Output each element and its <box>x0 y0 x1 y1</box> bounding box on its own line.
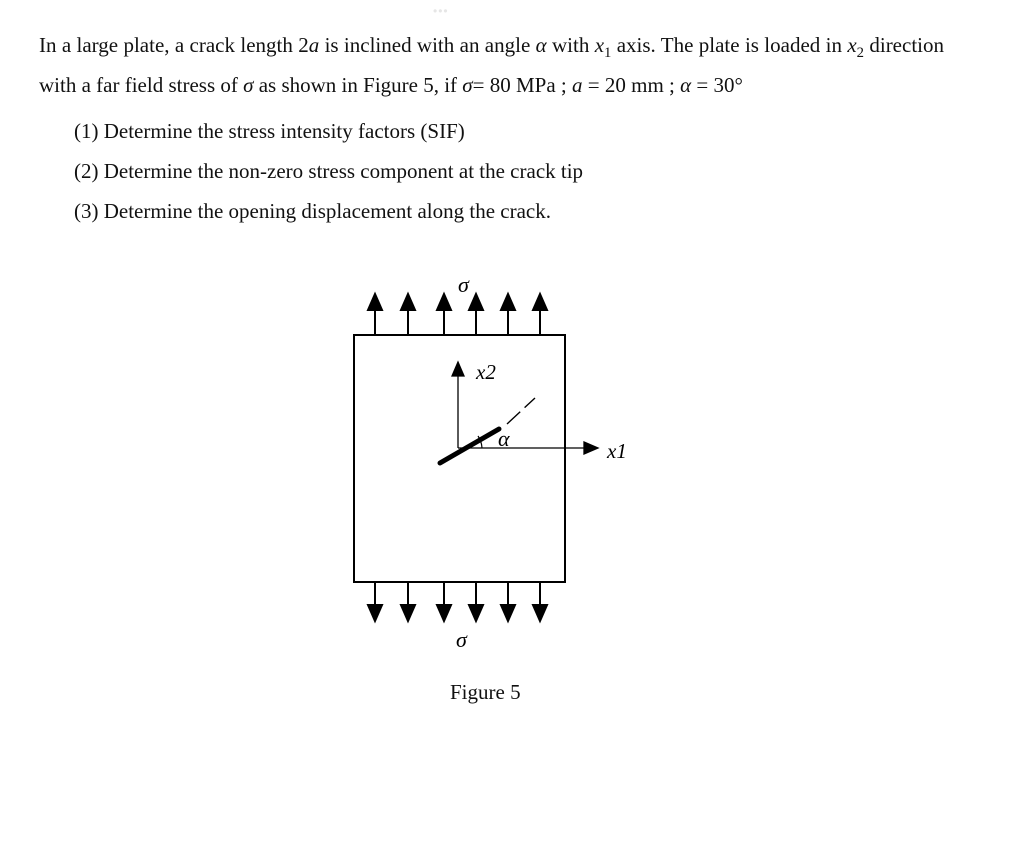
question-item: (1) Determine the stress intensity factors (SIF) <box>74 119 465 143</box>
up-arrow-icon <box>401 294 415 335</box>
question-item: (3) Determine the opening displacement along the crack. <box>74 199 551 223</box>
intro-text: axis. The plate is loaded in <box>611 33 848 57</box>
top-sigma-label: σ <box>458 272 469 297</box>
plate-diagram <box>330 260 660 670</box>
up-arrow-icon <box>368 294 382 335</box>
down-arrow-icon <box>533 582 547 621</box>
crack <box>440 429 499 463</box>
intro-text: with <box>546 33 595 57</box>
question-item: (2) Determine the non-zero stress component at the crack tip <box>74 159 584 183</box>
intro-text: In a large plate, a crack length 2 <box>39 33 309 57</box>
figure-5 <box>330 260 660 670</box>
down-arrow-icon <box>368 582 382 621</box>
x2-axis-label: x2 <box>476 360 496 384</box>
subscript: 2 <box>856 45 864 62</box>
up-arrow-icon <box>437 294 451 335</box>
angle-label: α <box>498 426 510 451</box>
var-alpha: α <box>680 73 692 98</box>
up-arrow-icon <box>469 294 483 335</box>
question-list <box>74 116 583 236</box>
figure-caption: Figure 5 <box>450 680 521 704</box>
bottom-load-arrows <box>368 582 547 621</box>
window-handle-dots: ••• <box>433 4 449 18</box>
intro-text: direction with a far field stress of <box>39 33 944 98</box>
down-arrow-icon <box>501 582 515 621</box>
intro-text: as shown in Figure 5, if <box>253 73 463 98</box>
intro-text: = 30° <box>691 73 743 98</box>
var-a: a <box>572 73 583 98</box>
var-x: x <box>847 33 857 57</box>
var-x: x <box>594 33 605 57</box>
down-arrow-icon <box>401 582 415 621</box>
crack-extension-dashed <box>507 398 535 424</box>
x1-axis-label: x1 <box>607 439 627 463</box>
var-sigma: σ <box>243 73 254 98</box>
intro-text: is inclined with an angle <box>319 33 536 57</box>
top-load-arrows <box>368 294 547 335</box>
subscript: 1 <box>604 45 612 62</box>
up-arrow-icon <box>533 294 547 335</box>
x2-axis <box>452 362 464 448</box>
var-alpha: α <box>535 33 547 57</box>
intro-text: = 20 mm ; <box>582 73 681 98</box>
intro-text: = 80 MPa ; <box>472 73 573 98</box>
bottom-sigma-label: σ <box>456 627 467 652</box>
problem-statement <box>39 29 944 101</box>
down-arrow-icon <box>437 582 451 621</box>
var-sigma: σ <box>462 73 473 98</box>
up-arrow-icon <box>501 294 515 335</box>
x1-axis <box>458 442 598 454</box>
var-a: a <box>308 33 320 57</box>
down-arrow-icon <box>469 582 483 621</box>
